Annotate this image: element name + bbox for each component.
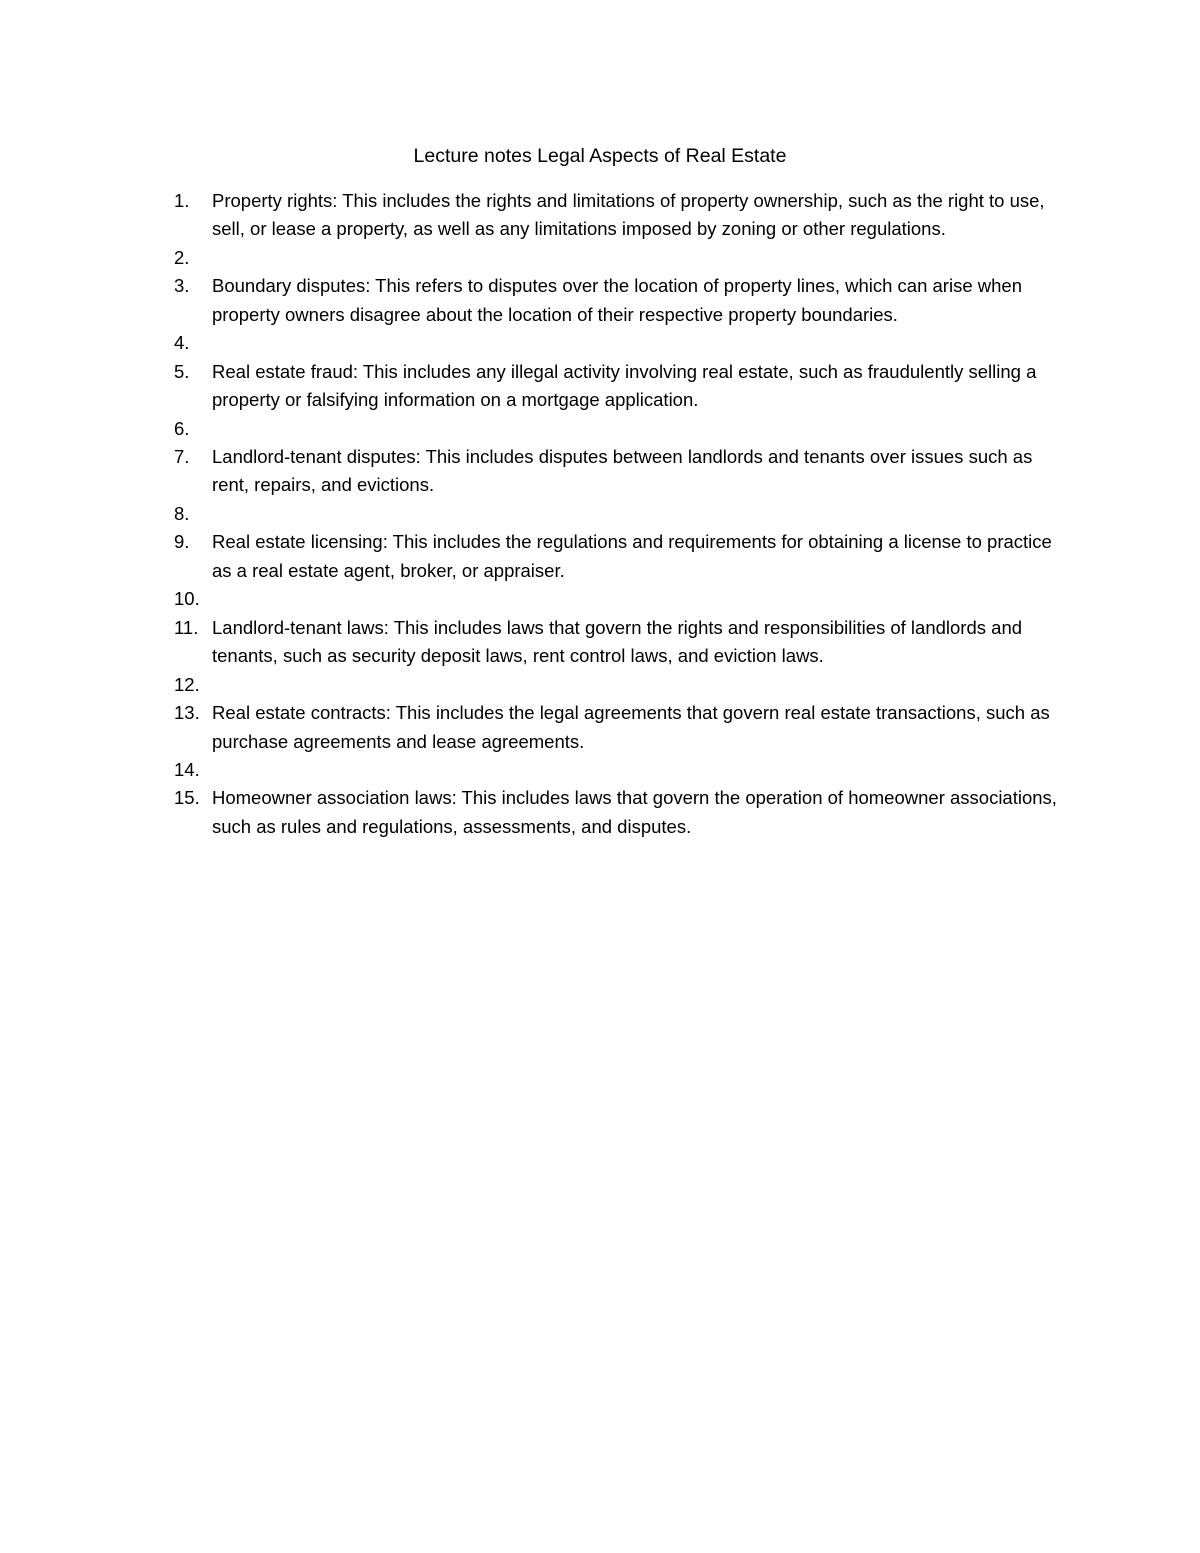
item-text: Boundary disputes: This refers to disputes over the location of property lines, which can arise when property owners disagree about the location of their respective property boundaries. bbox=[212, 275, 1022, 325]
item-number: 5. bbox=[174, 360, 190, 382]
list-item bbox=[174, 585, 1074, 613]
item-number: 11. bbox=[174, 616, 199, 638]
item-text bbox=[212, 756, 1074, 784]
item-text bbox=[212, 329, 1074, 357]
item-number: 1. bbox=[174, 190, 190, 211]
item-text: Real estate contracts: This includes the legal agreements that govern real estate transactions, such as purchase agreements and lease agreements. bbox=[212, 702, 1050, 752]
item-text bbox=[212, 415, 1074, 443]
item-text: Landlord-tenant disputes: This includes disputes between landlords and tenants over issues such as rent, repairs, and evictions. bbox=[212, 446, 1033, 496]
list-item bbox=[174, 784, 1074, 841]
item-number: 15. bbox=[174, 787, 200, 809]
notes-list bbox=[174, 187, 1074, 841]
list-item bbox=[174, 671, 1074, 699]
item-text: Homeowner association laws: This includes laws that govern the operation of homeowner associations, such as rules and regulations, assessments, and disputes. bbox=[212, 787, 1057, 837]
list-item bbox=[174, 528, 1074, 585]
item-text: Landlord-tenant laws: This includes laws that govern the rights and responsibilities of landlords and tenants, such as security deposit laws, rent control laws, and eviction laws. bbox=[212, 616, 1023, 667]
item-number: 14. bbox=[174, 758, 200, 780]
item-text bbox=[212, 585, 1074, 613]
item-number: 4. bbox=[174, 332, 190, 354]
list-item bbox=[174, 699, 1074, 756]
list-item bbox=[174, 443, 1074, 500]
item-text: Real estate fraud: This includes any illegal activity involving real estate, such as fraudulently selling a property or falsifying information on a mortgage application. bbox=[212, 360, 1037, 411]
item-number: 12. bbox=[174, 673, 200, 695]
item-number: 3. bbox=[174, 275, 190, 297]
list-item bbox=[174, 500, 1074, 528]
item-number: 8. bbox=[174, 502, 190, 524]
list-item bbox=[174, 244, 1074, 272]
item-number: 2. bbox=[174, 246, 190, 268]
item-text bbox=[212, 244, 1074, 272]
item-text: Real estate licensing: This includes the regulations and requirements for obtaining a license to practice as a real estate agent, broker, or appraiser. bbox=[212, 531, 1052, 581]
list-item bbox=[174, 272, 1074, 329]
item-number: 13. bbox=[174, 702, 200, 724]
document-title: Lecture notes Legal Aspects of Real Estate bbox=[413, 145, 787, 167]
list-item bbox=[174, 187, 1074, 244]
list-item bbox=[174, 614, 1074, 671]
item-number: 9. bbox=[174, 531, 190, 553]
list-item bbox=[174, 415, 1074, 443]
list-item bbox=[174, 329, 1074, 357]
item-text: Property rights: This includes the rights and limitations of property ownership, such as the right to use, sell, or lease a property, as well as any limitations imposed by zoning or other regulations. bbox=[212, 190, 1045, 240]
item-number: 7. bbox=[174, 446, 190, 468]
item-text bbox=[212, 671, 1074, 699]
item-text bbox=[212, 500, 1074, 528]
item-number: 6. bbox=[174, 417, 190, 439]
list-item bbox=[174, 358, 1074, 415]
item-number: 10. bbox=[174, 588, 200, 610]
list-item bbox=[174, 756, 1074, 784]
